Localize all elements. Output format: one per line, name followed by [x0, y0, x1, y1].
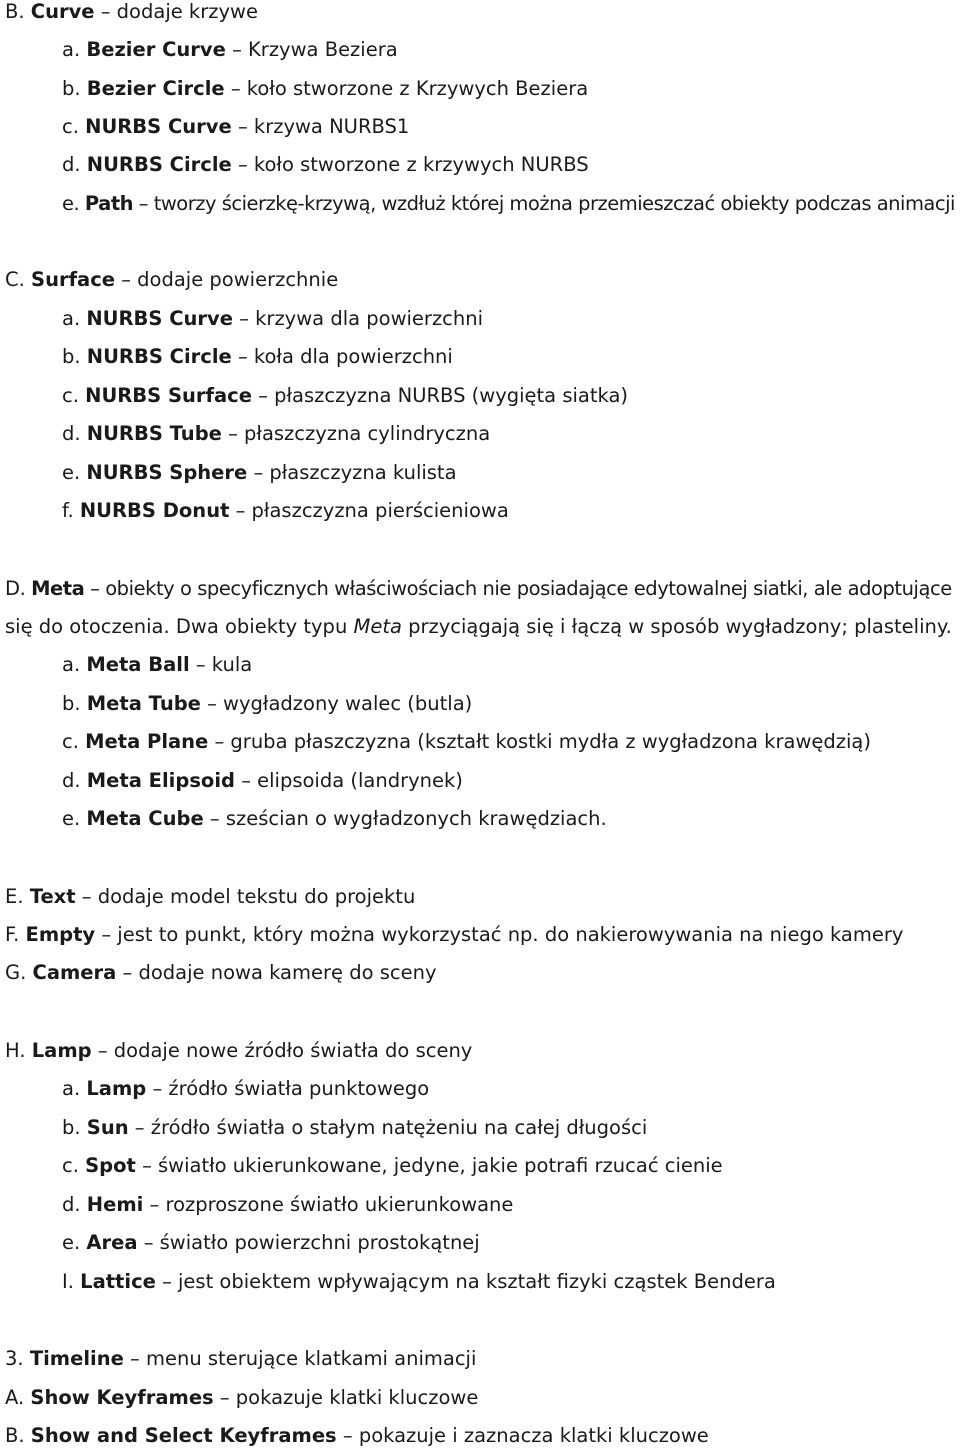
list-item [62, 153, 589, 177]
list-marker: D. [5, 577, 26, 600]
description: przyciągają się i łączą w sposób wygładzony; plasteliny. [401, 615, 952, 638]
list-marker: d. [62, 153, 81, 176]
list-marker: H. [5, 1039, 26, 1062]
list-marker: e. [62, 1231, 81, 1254]
description: – sześcian o wygładzonych krawędziach. [209, 807, 607, 830]
list-marker: C. [5, 268, 25, 291]
list-marker: a. [62, 38, 81, 61]
description: – płaszczyzna kulista [253, 461, 457, 484]
list-item [62, 1193, 513, 1217]
term: Meta Plane [85, 730, 209, 753]
description: – krzywa dla powierzchni [239, 307, 484, 330]
list-item [62, 1154, 723, 1178]
list-marker: b. [62, 692, 81, 715]
description: – koło stworzone z krzywych NURBS [237, 153, 589, 176]
term: Curve [30, 0, 95, 23]
term: Empty [25, 923, 96, 946]
list-item [62, 1116, 647, 1140]
list-item [62, 769, 463, 793]
section-empty-heading [5, 923, 903, 947]
description: – rozproszone światło ukierunkowane [149, 1193, 514, 1216]
term: NURBS Curve [85, 115, 232, 138]
section-meta-heading [5, 577, 952, 601]
list-marker: c. [62, 384, 79, 407]
list-marker: c. [62, 730, 79, 753]
list-marker: e. [62, 461, 81, 484]
list-marker: f. [62, 499, 74, 522]
list-marker: b. [62, 1116, 81, 1139]
term: Path [84, 192, 134, 215]
term: Meta Cube [86, 807, 204, 830]
term: NURBS Donut [79, 499, 230, 522]
term: Meta [31, 577, 85, 600]
list-item [62, 38, 398, 62]
section-show-keyframes [5, 1386, 478, 1410]
list-marker: d. [62, 769, 81, 792]
section-text-heading [5, 885, 415, 909]
description: – obiekty o specyficznych właściwościach nie posiadające edytowalnej siatki, ale adoptujące [90, 577, 952, 600]
list-marker: 3. [5, 1347, 24, 1370]
list-marker: c. [62, 115, 79, 138]
description: – źródło światła punktowego [152, 1077, 430, 1100]
list-item [62, 384, 628, 408]
list-marker: e. [62, 192, 80, 215]
list-marker: B. [5, 0, 25, 23]
description: – źródło światła o stałym natężeniu na całej długości [134, 1116, 648, 1139]
section-camera-heading [5, 961, 437, 985]
description: – płaszczyzna NURBS (wygięta siatka) [258, 384, 629, 407]
description: – krzywa NURBS1 [237, 115, 410, 138]
description: – dodaje krzywe [100, 0, 258, 23]
section-meta-description [5, 615, 952, 639]
description: – koła dla powierzchni [237, 345, 453, 368]
term: Camera [32, 961, 117, 984]
description: – pokazuje i zaznacza klatki kluczowe [342, 1424, 709, 1447]
description: – jest to punkt, który można wykorzystać np. do nakierowywania na niego kamery [101, 923, 904, 946]
term: NURBS Curve [86, 307, 233, 330]
list-marker: b. [62, 345, 81, 368]
list-item [62, 422, 490, 446]
description: – pokazuje klatki kluczowe [219, 1386, 479, 1409]
list-marker: a. [62, 1077, 81, 1100]
term: Lattice [80, 1270, 156, 1293]
list-item [62, 499, 509, 523]
list-marker: G. [5, 961, 27, 984]
description: – koło stworzone z Krzywych Beziera [230, 77, 589, 100]
list-marker: a. [62, 307, 81, 330]
description: – elipsoida (landrynek) [241, 769, 463, 792]
list-item [62, 692, 472, 716]
term: Meta Tube [86, 692, 201, 715]
section-timeline-heading [5, 1347, 476, 1371]
term: Lamp [86, 1077, 147, 1100]
description: – światło ukierunkowane, jedyne, jakie potrafi rzucać cienie [142, 1154, 723, 1177]
list-marker: a. [62, 653, 81, 676]
description: – dodaje powierzchnie [121, 268, 339, 291]
description: – światło powierzchni prostokątnej [143, 1231, 480, 1254]
list-item [62, 307, 483, 331]
description: – dodaje nowe źródło światła do sceny [97, 1039, 473, 1062]
list-marker: e. [62, 807, 81, 830]
description: – gruba płaszczyzna (kształt kostki mydła z wygładzona krawędzią) [214, 730, 871, 753]
description: – menu sterujące klatkami animacji [130, 1347, 477, 1370]
list-marker: A. [5, 1386, 25, 1409]
list-item [62, 1077, 429, 1101]
description: – płaszczyzna cylindryczna [228, 422, 491, 445]
list-marker: c. [62, 1154, 79, 1177]
term: Area [86, 1231, 138, 1254]
term: NURBS Circle [86, 153, 232, 176]
term: Lamp [31, 1039, 92, 1062]
list-item [62, 345, 453, 369]
term: Bezier Circle [86, 77, 225, 100]
term: NURBS Surface [85, 384, 252, 407]
list-item [62, 461, 457, 485]
term: Hemi [86, 1193, 144, 1216]
term: Sun [86, 1116, 129, 1139]
list-item [62, 730, 871, 754]
term: NURBS Circle [86, 345, 232, 368]
section-show-select-keyframes [5, 1424, 709, 1448]
description: – tworzy ścierzkę-krzywą, wzdłuż której można przemieszczać obiekty podczas animacji [138, 192, 955, 215]
description: – Krzywa Beziera [232, 38, 398, 61]
list-marker: I. [62, 1270, 74, 1293]
list-marker: F. [5, 923, 20, 946]
term: Meta Ball [86, 653, 190, 676]
italic-term: Meta [353, 615, 402, 638]
list-item [62, 1270, 776, 1294]
term: Bezier Curve [86, 38, 226, 61]
term: Meta Elipsoid [86, 769, 235, 792]
term: Timeline [29, 1347, 124, 1370]
term: Show Keyframes [30, 1386, 214, 1409]
list-item [62, 192, 955, 216]
term: NURBS Tube [86, 422, 222, 445]
section-surface-heading [5, 268, 338, 292]
description: się do otoczenia. Dwa obiekty typu [5, 615, 354, 638]
list-item [62, 1231, 480, 1255]
list-marker: d. [62, 1193, 81, 1216]
term: Surface [31, 268, 116, 291]
term: Show and Select Keyframes [30, 1424, 337, 1447]
description: – dodaje nowa kamerę do sceny [122, 961, 437, 984]
list-item [62, 653, 252, 677]
description: – płaszczyzna pierścieniowa [235, 499, 509, 522]
term: Text [29, 885, 76, 908]
term: Spot [85, 1154, 136, 1177]
section-curve-heading [5, 0, 258, 24]
description: – kula [195, 653, 253, 676]
list-marker: E. [5, 885, 24, 908]
list-marker: B. [5, 1424, 25, 1447]
description: – dodaje model tekstu do projektu [81, 885, 416, 908]
description: – jest obiektem wpływającym na kształt fizyki cząstek Bendera [162, 1270, 776, 1293]
list-item [62, 77, 588, 101]
list-marker: d. [62, 422, 81, 445]
list-item [62, 807, 607, 831]
description: – wygładzony walec (butla) [207, 692, 473, 715]
term: NURBS Sphere [86, 461, 248, 484]
section-lamp-heading [5, 1039, 472, 1063]
list-item [62, 115, 409, 139]
list-marker: b. [62, 77, 81, 100]
